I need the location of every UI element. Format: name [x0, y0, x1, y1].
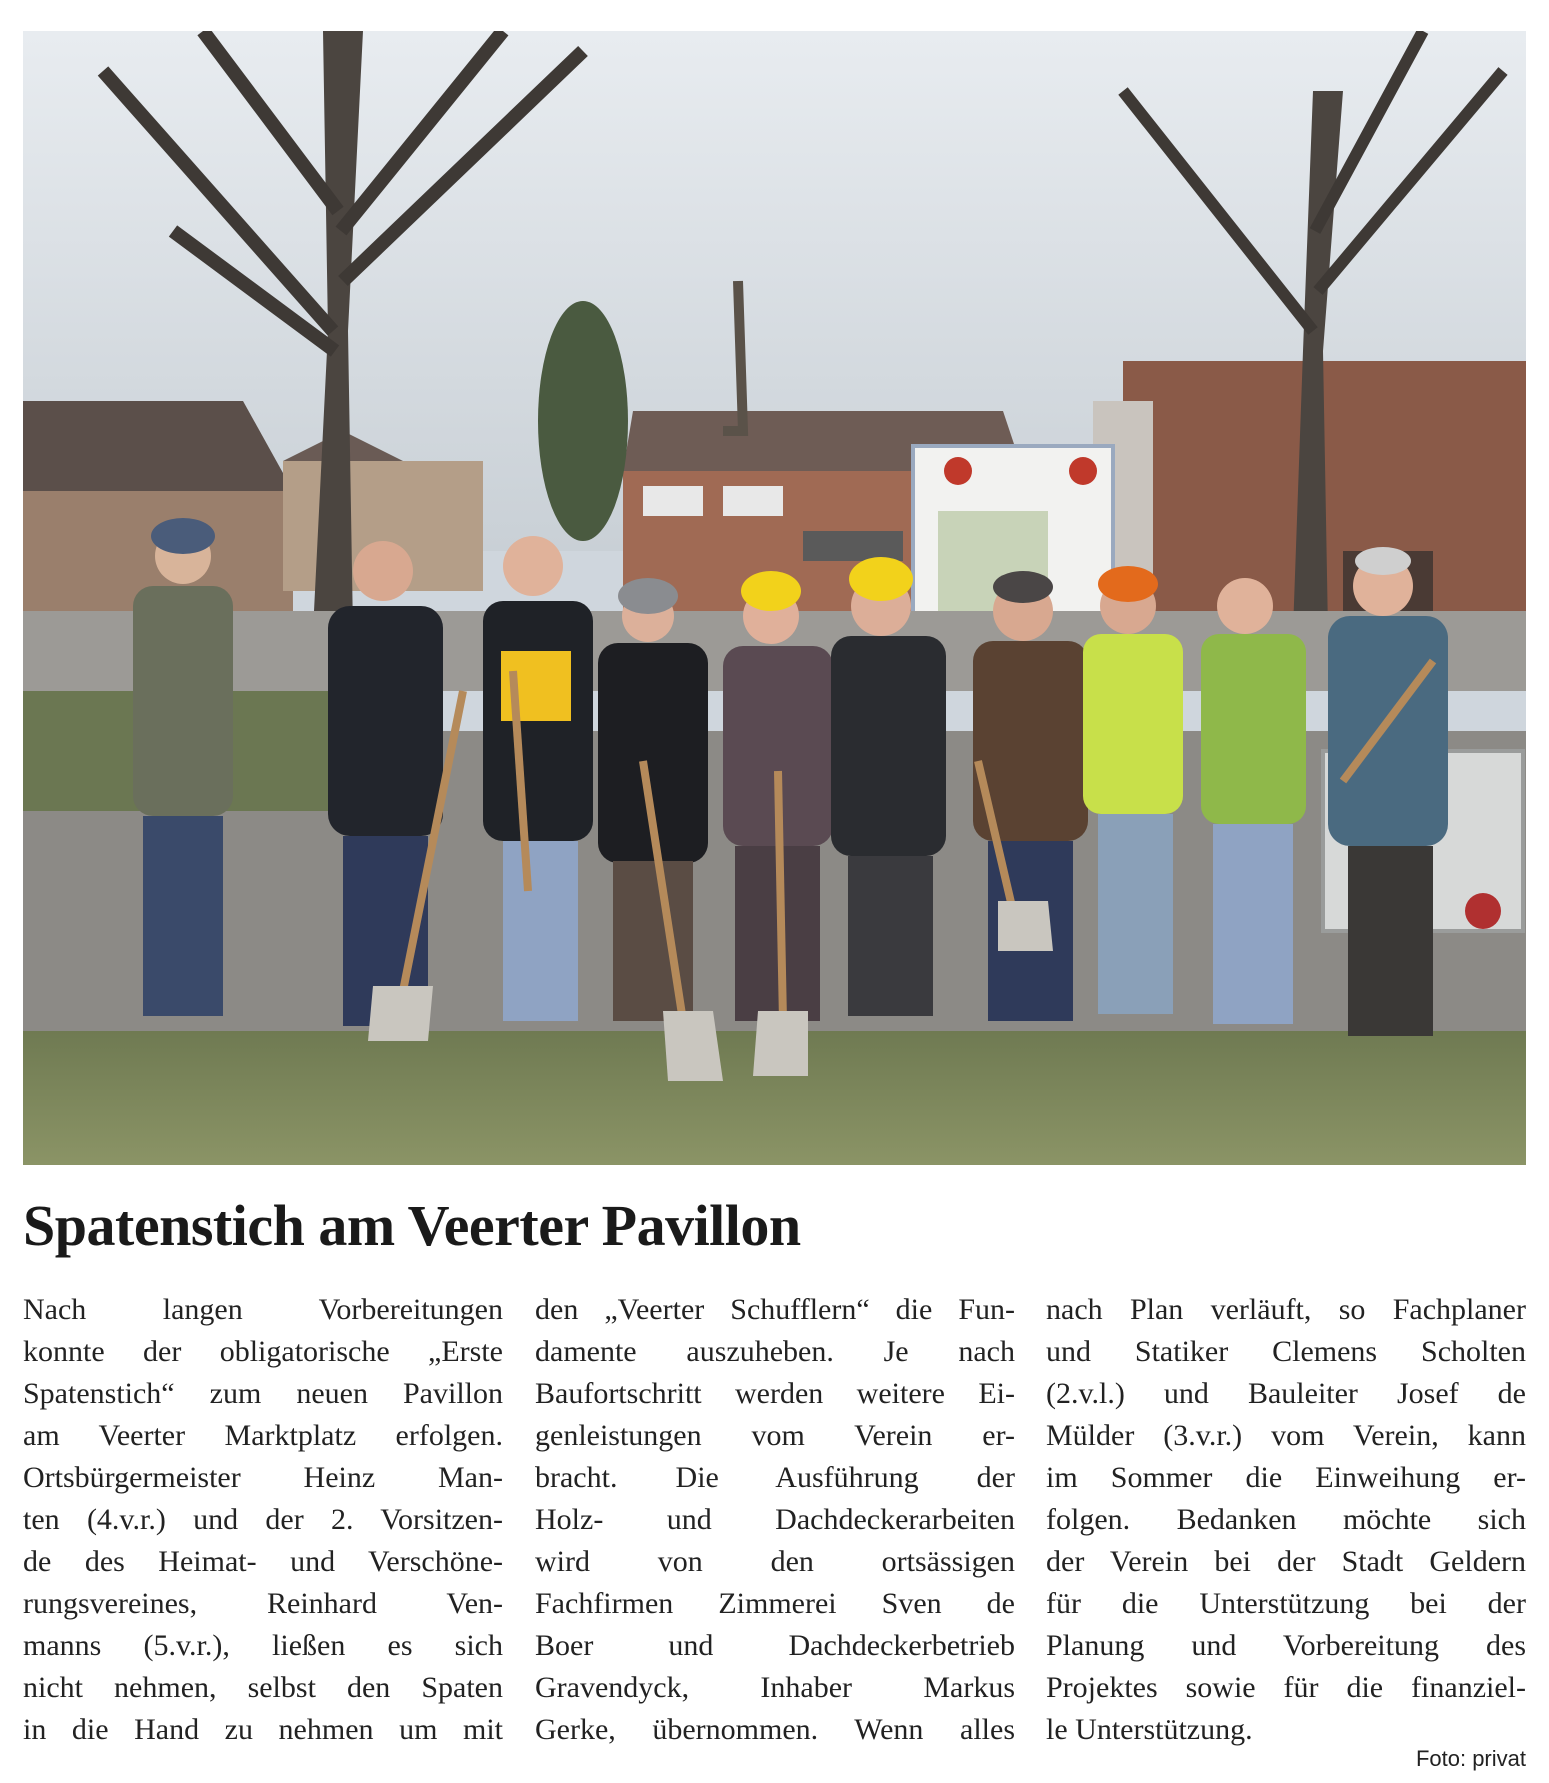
text-line: Ortsbürgermeister Heinz Man-: [23, 1461, 503, 1494]
text-line: manns (5.v.r.), ließen es sich: [23, 1629, 503, 1662]
text-line: damente auszuheben. Je nach: [535, 1335, 1015, 1368]
text-line: den „Veerter Schufflern“ die Fun-: [535, 1293, 1015, 1326]
groundbreaking-photo: [23, 31, 1526, 1165]
text-line: le Unterstützung.: [1046, 1713, 1253, 1746]
article-column-2: [535, 1289, 1015, 1751]
text-line: konnte der obligatorische „Erste: [23, 1335, 503, 1368]
text-line: wird von den ortsässigen: [535, 1545, 1015, 1578]
text-line: Gerke, übernommen. Wenn alles: [535, 1713, 1015, 1746]
text-line: nicht nehmen, selbst den Spaten: [23, 1671, 503, 1704]
text-line: am Veerter Marktplatz erfolgen.: [23, 1419, 503, 1452]
text-line: ten (4.v.r.) und der 2. Vorsitzen-: [23, 1503, 503, 1536]
text-line: für die Unterstützung bei der: [1046, 1587, 1526, 1620]
text-line: Gravendyck, Inhaber Markus: [535, 1671, 1015, 1704]
article-column-3: [1046, 1289, 1526, 1751]
article-photo: [23, 31, 1526, 1165]
text-line: Holz- und Dachdeckerarbeiten: [535, 1503, 1015, 1536]
text-line: bracht. Die Ausführung der: [535, 1461, 1015, 1494]
text-line: Planung und Vorbereitung des: [1046, 1629, 1526, 1662]
text-line: genleistungen vom Verein er-: [535, 1419, 1015, 1452]
text-line: de des Heimat- und Verschöne-: [23, 1545, 503, 1578]
text-line: Boer und Dachdeckerbetrieb: [535, 1629, 1015, 1662]
text-line: (2.v.l.) und Bauleiter Josef de: [1046, 1377, 1526, 1410]
text-line: der Verein bei der Stadt Geldern: [1046, 1545, 1526, 1578]
text-line: Mülder (3.v.r.) vom Verein, kann: [1046, 1419, 1526, 1452]
text-line: Spatenstich“ zum neuen Pavillon: [23, 1377, 503, 1410]
article-column-1: [23, 1289, 503, 1751]
text-line: Baufortschritt werden weitere Ei-: [535, 1377, 1015, 1410]
text-line: im Sommer die Einweihung er-: [1046, 1461, 1526, 1494]
text-line: Fachfirmen Zimmerei Sven de: [535, 1587, 1015, 1620]
photo-credit: Foto: privat: [1415, 1746, 1526, 1771]
text-line: und Statiker Clemens Scholten: [1046, 1335, 1526, 1368]
text-line: Projektes sowie für die finanziel-: [1046, 1671, 1526, 1704]
text-line: folgen. Bedanken möchte sich: [1046, 1503, 1526, 1536]
text-line: rungsvereines, Reinhard Ven-: [23, 1587, 503, 1620]
text-line: in die Hand zu nehmen um mit: [23, 1713, 503, 1746]
article-headline: Spatenstich am Veerter Pavillon: [23, 1193, 801, 1258]
text-line: Nach langen Vorbereitungen: [23, 1293, 503, 1326]
text-line: nach Plan verläuft, so Fachplaner: [1046, 1293, 1526, 1326]
